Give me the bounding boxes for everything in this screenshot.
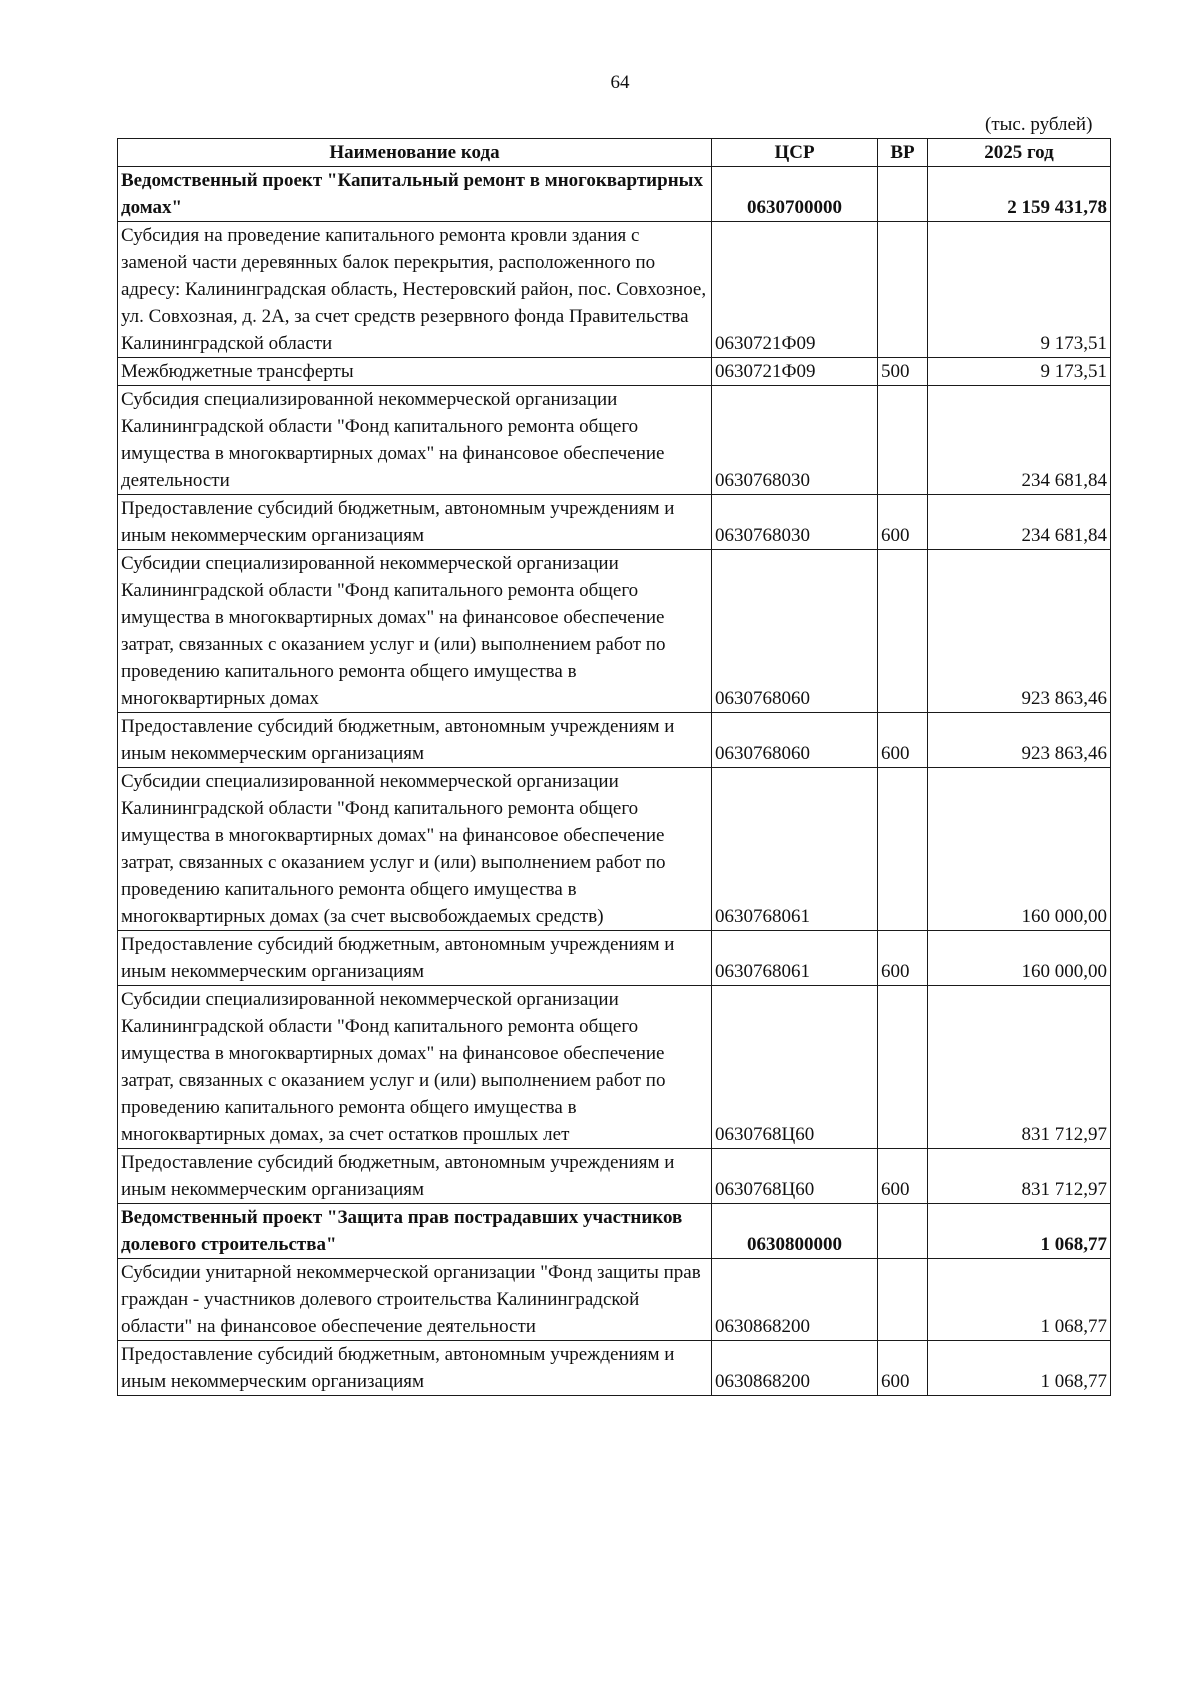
row-amount: 923 863,46 bbox=[928, 713, 1111, 768]
row-vr: 600 bbox=[878, 1341, 928, 1396]
row-vr bbox=[878, 1259, 928, 1341]
table-row bbox=[118, 1149, 1111, 1204]
table-row bbox=[118, 550, 1111, 713]
header-name: Наименование кода bbox=[118, 139, 712, 167]
row-amount: 9 173,51 bbox=[928, 358, 1111, 386]
table-row bbox=[118, 1341, 1111, 1396]
row-csr: 0630868200 bbox=[712, 1259, 878, 1341]
table-row bbox=[118, 358, 1111, 386]
row-vr bbox=[878, 222, 928, 358]
row-csr: 0630768060 bbox=[712, 550, 878, 713]
row-csr: 0630768Ц60 bbox=[712, 1149, 878, 1204]
row-csr: 0630721Ф09 bbox=[712, 222, 878, 358]
row-amount: 160 000,00 bbox=[928, 768, 1111, 931]
row-vr bbox=[878, 550, 928, 713]
row-name: Субсидия на проведение капитального ремонта кровли здания с заменой части деревянных балок перекрытия, расположенного по адресу: Калининградская область, Нестеровский район, пос. Совхозное, ул. Совхозная, д. 2А, за счет средств резервного фонда Правительства Калининградской области bbox=[118, 222, 712, 358]
row-csr: 0630700000 bbox=[712, 167, 878, 222]
row-name: Субсидии специализированной некоммерческой организации Калининградской области "Фонд капитального ремонта общего имущества в многоквартирных домах" на финансовое обеспечение затрат, связанных с оказанием услуг и (или) выполнением работ по проведению капитального ремонта общего имущества в многоквартирных домах, за счет остатков прошлых лет bbox=[118, 986, 712, 1149]
row-amount: 9 173,51 bbox=[928, 222, 1111, 358]
row-amount: 2 159 431,78 bbox=[928, 167, 1111, 222]
budget-table bbox=[117, 138, 1111, 1396]
row-name: Субсидия специализированной некоммерческой организации Калининградской области "Фонд капитального ремонта общего имущества в многоквартирных домах" на финансовое обеспечение деятельности bbox=[118, 386, 712, 495]
row-vr: 600 bbox=[878, 1149, 928, 1204]
row-amount: 1 068,77 bbox=[928, 1204, 1111, 1259]
row-csr: 0630768061 bbox=[712, 931, 878, 986]
row-csr: 0630768030 bbox=[712, 386, 878, 495]
row-csr: 0630768061 bbox=[712, 768, 878, 931]
table-row bbox=[118, 931, 1111, 986]
table-header-row bbox=[118, 139, 1111, 167]
row-csr: 0630768030 bbox=[712, 495, 878, 550]
row-name: Предоставление субсидий бюджетным, автономным учреждениям и иным некоммерческим организациям bbox=[118, 1149, 712, 1204]
row-amount: 831 712,97 bbox=[928, 1149, 1111, 1204]
row-vr bbox=[878, 386, 928, 495]
row-name: Предоставление субсидий бюджетным, автономным учреждениям и иным некоммерческим организациям bbox=[118, 495, 712, 550]
table-row bbox=[118, 713, 1111, 768]
table-row bbox=[118, 167, 1111, 222]
row-name: Межбюджетные трансферты bbox=[118, 358, 712, 386]
row-vr bbox=[878, 1204, 928, 1259]
header-vr: ВР bbox=[878, 139, 928, 167]
page-number: 64 bbox=[610, 72, 630, 93]
row-name: Предоставление субсидий бюджетным, автономным учреждениям и иным некоммерческим организациям bbox=[118, 931, 712, 986]
units-label: (тыс. рублей) bbox=[985, 114, 1093, 135]
row-csr: 0630800000 bbox=[712, 1204, 878, 1259]
row-name: Предоставление субсидий бюджетным, автономным учреждениям и иным некоммерческим организациям bbox=[118, 713, 712, 768]
row-vr bbox=[878, 768, 928, 931]
row-amount: 1 068,77 bbox=[928, 1341, 1111, 1396]
row-csr: 0630768Ц60 bbox=[712, 986, 878, 1149]
row-name: Субсидии унитарной некоммерческой организации "Фонд защиты прав граждан - участников долевого строительства Калининградской области" на финансовое обеспечение деятельности bbox=[118, 1259, 712, 1341]
row-amount: 160 000,00 bbox=[928, 931, 1111, 986]
row-amount: 923 863,46 bbox=[928, 550, 1111, 713]
row-name: Субсидии специализированной некоммерческой организации Калининградской области "Фонд капитального ремонта общего имущества в многоквартирных домах" на финансовое обеспечение затрат, связанных с оказанием услуг и (или) выполнением работ по проведению капитального ремонта общего имущества в многоквартирных домах bbox=[118, 550, 712, 713]
header-csr: ЦСР bbox=[712, 139, 878, 167]
row-name: Субсидии специализированной некоммерческой организации Калининградской области "Фонд капитального ремонта общего имущества в многоквартирных домах" на финансовое обеспечение затрат, связанных с оказанием услуг и (или) выполнением работ по проведению капитального ремонта общего имущества в многоквартирных домах (за счет высвобождаемых средств) bbox=[118, 768, 712, 931]
row-csr: 0630721Ф09 bbox=[712, 358, 878, 386]
row-amount: 831 712,97 bbox=[928, 986, 1111, 1149]
row-csr: 0630868200 bbox=[712, 1341, 878, 1396]
row-amount: 234 681,84 bbox=[928, 386, 1111, 495]
row-amount: 1 068,77 bbox=[928, 1259, 1111, 1341]
row-vr: 500 bbox=[878, 358, 928, 386]
row-name: Ведомственный проект "Защита прав пострадавших участников долевого строительства" bbox=[118, 1204, 712, 1259]
row-vr bbox=[878, 986, 928, 1149]
table-row bbox=[118, 986, 1111, 1149]
row-csr: 0630768060 bbox=[712, 713, 878, 768]
row-amount: 234 681,84 bbox=[928, 495, 1111, 550]
header-amount: 2025 год bbox=[928, 139, 1111, 167]
row-vr: 600 bbox=[878, 931, 928, 986]
table-row bbox=[118, 386, 1111, 495]
row-vr: 600 bbox=[878, 713, 928, 768]
table-row bbox=[118, 1259, 1111, 1341]
table-row bbox=[118, 1204, 1111, 1259]
row-vr bbox=[878, 167, 928, 222]
row-name: Ведомственный проект "Капитальный ремонт в многоквартирных домах" bbox=[118, 167, 712, 222]
table-row bbox=[118, 222, 1111, 358]
row-vr: 600 bbox=[878, 495, 928, 550]
table-row bbox=[118, 495, 1111, 550]
row-name: Предоставление субсидий бюджетным, автономным учреждениям и иным некоммерческим организациям bbox=[118, 1341, 712, 1396]
table-row bbox=[118, 768, 1111, 931]
